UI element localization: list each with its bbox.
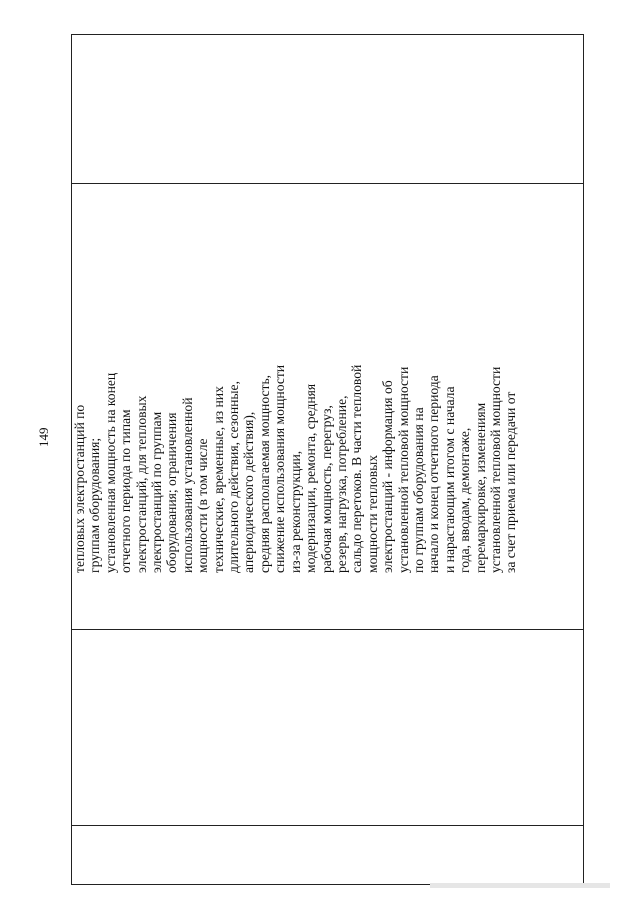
cell-line: группам оборудования; <box>87 437 103 573</box>
cell-line: использования установленной <box>179 397 195 573</box>
cell-line: начало и конец отчетного периода <box>426 375 442 573</box>
cell-line: сальдо перетоков. В части тепловой <box>349 364 365 573</box>
scan-edge-mark <box>430 883 610 888</box>
cell-line: перемаркировке, изменениям <box>472 402 488 573</box>
cell-line: снижение использования мощности <box>272 364 288 573</box>
cell-line: электростанций по группам <box>149 411 165 573</box>
cell-line: года, вводам, демонтаже, <box>457 427 473 573</box>
cell-line: за счет приема или передачи от <box>503 391 519 573</box>
cell-line: и нарастающим итогом с начала <box>441 386 457 573</box>
cell-line: рабочая мощность, перегруз, <box>318 405 334 573</box>
cell-line: резерв, нагрузка, потребление, <box>333 395 349 573</box>
table-frame <box>71 34 584 885</box>
cell-line: из-за реконструкции, <box>287 450 303 573</box>
cell-line: длительного действия, сезонные, <box>226 381 242 573</box>
cell-line: установленной тепловой мощности <box>487 366 503 573</box>
row-divider <box>72 629 583 630</box>
cell-line: тепловых электростанций по <box>72 404 87 573</box>
table-cell-text <box>72 223 577 573</box>
page-number: 149 <box>36 427 51 447</box>
row-divider <box>72 183 583 184</box>
cell-line: электростанций - информация об <box>380 380 396 573</box>
cell-line: установленная мощность на конец <box>102 372 118 573</box>
cell-line: средняя располагаемая мощность, <box>256 374 272 573</box>
row-divider <box>72 825 583 826</box>
cell-line: установленной тепловой мощности <box>395 366 411 573</box>
cell-line: по группам оборудования на <box>410 407 426 573</box>
cell-line: мощности (в том числе <box>195 438 211 573</box>
cell-line: отчетного периода по типам <box>118 409 134 573</box>
cell-line: мощности тепловых <box>364 454 380 573</box>
cell-line: электростанций, для тепловых <box>133 395 149 573</box>
cell-line: оборудования; ограничения <box>164 412 180 573</box>
cell-line: модернизации, ремонта, средняя <box>303 383 319 573</box>
cell-line: технические, временные, из них <box>210 386 226 573</box>
cell-line: апериодического действия), <box>241 411 257 573</box>
